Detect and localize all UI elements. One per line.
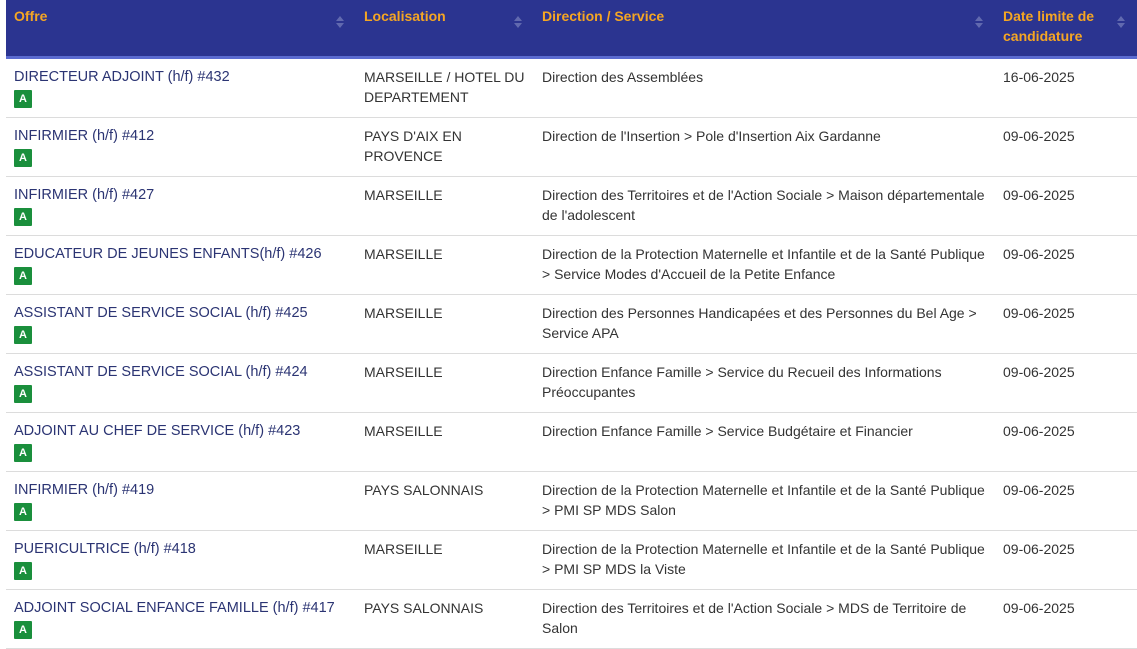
deadline-cell: 09-06-2025 <box>995 472 1137 531</box>
offer-cell <box>6 354 356 413</box>
offer-cell <box>6 177 356 236</box>
deadline-cell: 09-06-2025 <box>995 118 1137 177</box>
offer-link[interactable]: EDUCATEUR DE JEUNES ENFANTS(h/f) #426 <box>14 246 322 262</box>
table-row <box>6 413 1137 472</box>
location-cell: MARSEILLE <box>356 354 534 413</box>
table-row <box>6 354 1137 413</box>
location-cell: MARSEILLE <box>356 295 534 354</box>
category-badge: A <box>14 208 32 226</box>
offer-link[interactable]: DIRECTEUR ADJOINT (h/f) #432 <box>14 69 230 85</box>
direction-cell: Direction de la Protection Maternelle et Infantile et de la Santé Publique > PMI SP MDS la Viste <box>534 531 995 590</box>
offer-link[interactable]: ASSISTANT DE SERVICE SOCIAL (h/f) #425 <box>14 305 308 321</box>
column-header-offre[interactable] <box>6 0 356 58</box>
category-badge: A <box>14 267 32 285</box>
direction-cell: Direction de l'Insertion > Pole d'Insertion Aix Gardanne <box>534 118 995 177</box>
column-header-label: Date limite de candidature <box>1003 8 1095 44</box>
column-header-label: Offre <box>14 8 48 24</box>
table-row <box>6 58 1137 118</box>
table-row <box>6 236 1137 295</box>
offer-link[interactable]: INFIRMIER (h/f) #427 <box>14 187 155 203</box>
table-row <box>6 531 1137 590</box>
offer-cell <box>6 118 356 177</box>
sort-icon[interactable] <box>514 16 522 32</box>
sort-icon[interactable] <box>1117 16 1125 32</box>
location-cell: MARSEILLE / HOTEL DU DEPARTEMENT <box>356 58 534 118</box>
sort-icon[interactable] <box>975 16 983 32</box>
offer-cell <box>6 236 356 295</box>
direction-cell: Direction des Territoires et de l'Action Sociale > Maison départementale de l'adolescent <box>534 177 995 236</box>
table-row <box>6 590 1137 649</box>
offer-link[interactable]: ASSISTANT DE SERVICE SOCIAL (h/f) #424 <box>14 364 308 380</box>
category-badge: A <box>14 621 32 639</box>
offer-cell <box>6 531 356 590</box>
deadline-cell: 09-06-2025 <box>995 531 1137 590</box>
column-header-label: Localisation <box>364 8 446 24</box>
column-header-date[interactable] <box>995 0 1137 58</box>
offer-link[interactable]: ADJOINT SOCIAL ENFANCE FAMILLE (h/f) #417 <box>14 600 335 616</box>
column-header-localisation[interactable] <box>356 0 534 58</box>
job-offers-table <box>6 0 1137 649</box>
location-cell: PAYS SALONNAIS <box>356 590 534 649</box>
job-offers-table-wrapper <box>6 0 1137 649</box>
offer-link[interactable]: ADJOINT AU CHEF DE SERVICE (h/f) #423 <box>14 423 301 439</box>
deadline-cell: 09-06-2025 <box>995 413 1137 472</box>
category-badge: A <box>14 326 32 344</box>
category-badge: A <box>14 149 32 167</box>
direction-cell: Direction Enfance Famille > Service du Recueil des Informations Préoccupantes <box>534 354 995 413</box>
direction-cell: Direction Enfance Famille > Service Budgétaire et Financier <box>534 413 995 472</box>
category-badge: A <box>14 562 32 580</box>
deadline-cell: 09-06-2025 <box>995 177 1137 236</box>
category-badge: A <box>14 444 32 462</box>
offer-link[interactable]: INFIRMIER (h/f) #419 <box>14 482 155 498</box>
location-cell: MARSEILLE <box>356 177 534 236</box>
deadline-cell: 09-06-2025 <box>995 590 1137 649</box>
direction-cell: Direction des Assemblées <box>534 58 995 118</box>
column-header-label: Direction / Service <box>542 8 665 24</box>
offer-cell <box>6 295 356 354</box>
location-cell: PAYS SALONNAIS <box>356 472 534 531</box>
location-cell: MARSEILLE <box>356 531 534 590</box>
deadline-cell: 09-06-2025 <box>995 295 1137 354</box>
table-row <box>6 472 1137 531</box>
category-badge: A <box>14 90 32 108</box>
deadline-cell: 16-06-2025 <box>995 58 1137 118</box>
direction-cell: Direction de la Protection Maternelle et Infantile et de la Santé Publique > Service Modes d'Accueil de la Petite Enfance <box>534 236 995 295</box>
category-badge: A <box>14 503 32 521</box>
location-cell: PAYS D'AIX EN PROVENCE <box>356 118 534 177</box>
offer-cell <box>6 472 356 531</box>
direction-cell: Direction des Personnes Handicapées et des Personnes du Bel Age > Service APA <box>534 295 995 354</box>
deadline-cell: 09-06-2025 <box>995 354 1137 413</box>
offer-cell <box>6 413 356 472</box>
offer-link[interactable]: INFIRMIER (h/f) #412 <box>14 128 155 144</box>
offer-cell <box>6 58 356 118</box>
table-row <box>6 177 1137 236</box>
deadline-cell: 09-06-2025 <box>995 236 1137 295</box>
offer-cell <box>6 590 356 649</box>
column-header-direction[interactable] <box>534 0 995 58</box>
table-body <box>6 58 1137 649</box>
table-row <box>6 295 1137 354</box>
category-badge: A <box>14 385 32 403</box>
location-cell: MARSEILLE <box>356 236 534 295</box>
table-row <box>6 118 1137 177</box>
offer-link[interactable]: PUERICULTRICE (h/f) #418 <box>14 541 196 557</box>
table-header <box>6 0 1137 58</box>
direction-cell: Direction des Territoires et de l'Action Sociale > MDS de Territoire de Salon <box>534 590 995 649</box>
location-cell: MARSEILLE <box>356 413 534 472</box>
sort-icon[interactable] <box>336 16 344 32</box>
direction-cell: Direction de la Protection Maternelle et Infantile et de la Santé Publique > PMI SP MDS Salon <box>534 472 995 531</box>
